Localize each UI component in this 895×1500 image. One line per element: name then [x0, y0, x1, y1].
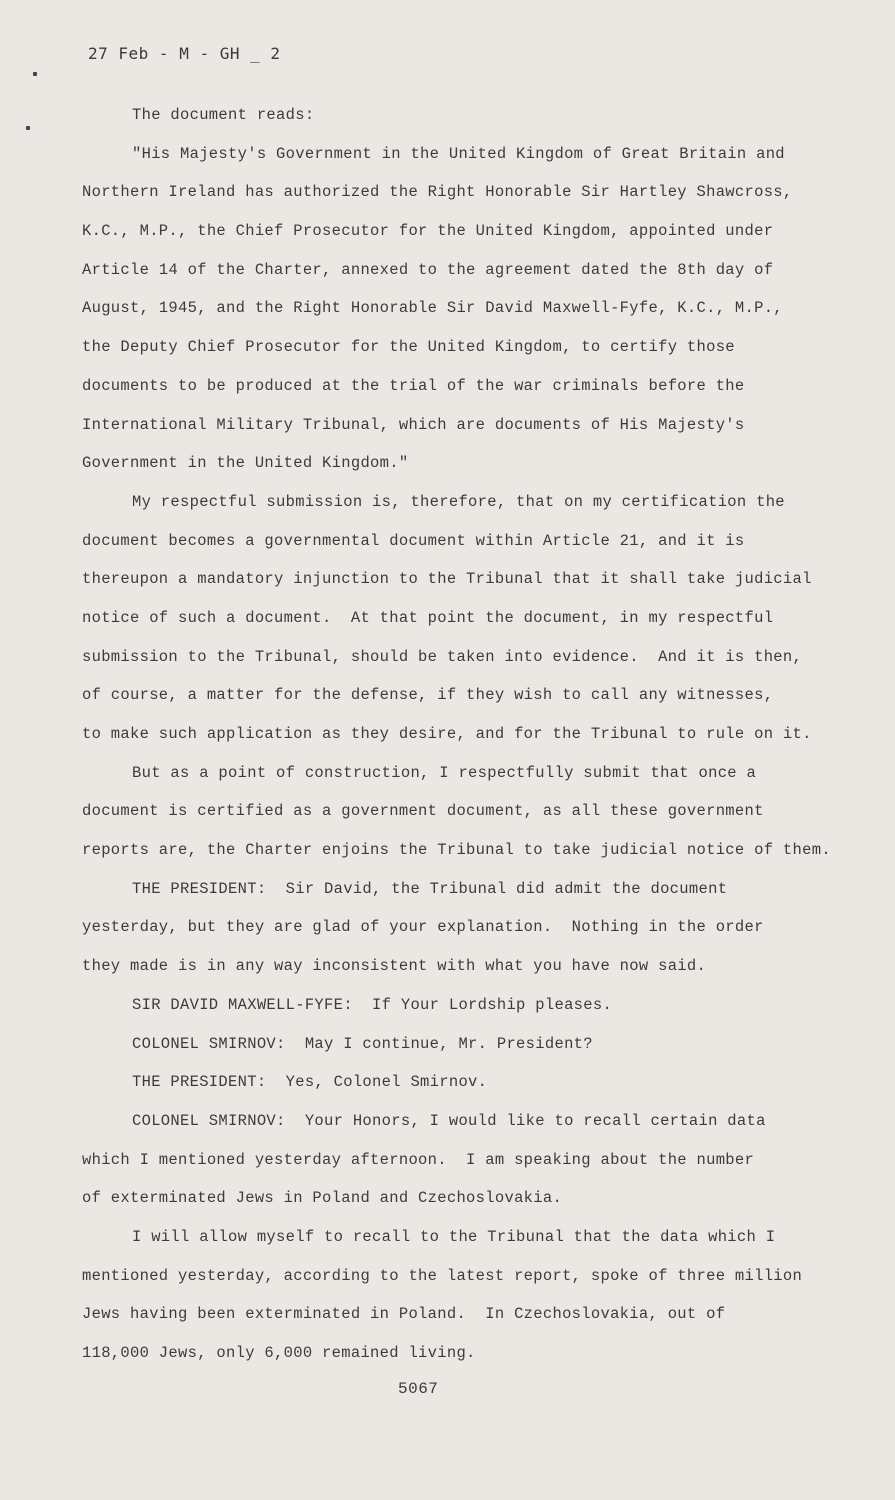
- text-line: But as a point of construction, I respectfully submit that once a: [132, 763, 757, 782]
- text-line: which I mentioned yesterday afternoon. I am speaking about the number: [82, 1150, 755, 1169]
- text-line: My respectful submission is, therefore, that on my certification the: [132, 492, 785, 511]
- transcript-body: [82, 96, 852, 1373]
- text-line: 118,000 Jews, only 6,000 remained living.: [82, 1344, 476, 1362]
- text-line: August, 1945, and the Right Honorable Sir David Maxwell-Fyfe, K.C., M.P.,: [82, 299, 783, 318]
- text-line: Jews having been exterminated in Poland. In Czechoslovakia, out of: [82, 1305, 726, 1324]
- text-line: Government in the United Kingdom.": [82, 454, 409, 473]
- text-line: document becomes a governmental document within Article 21, and it is: [82, 531, 745, 550]
- text-line: document is certified as a government document, as all these government: [82, 802, 764, 821]
- speaker-line: THE PRESIDENT: Yes, Colonel Smirnov.: [132, 1073, 488, 1092]
- speaker-line: THE PRESIDENT: Sir David, the Tribunal did admit the document: [132, 879, 728, 898]
- speaker-line: COLONEL SMIRNOV: May I continue, Mr. President?: [132, 1034, 593, 1053]
- text-line: of exterminated Jews in Poland and Czechoslovakia.: [82, 1189, 563, 1208]
- speaker-line: SIR DAVID MAXWELL-FYFE: If Your Lordship pleases.: [132, 995, 613, 1014]
- text-line: thereupon a mandatory injunction to the Tribunal that it shall take judicial: [82, 570, 812, 589]
- speaker-line: COLONEL SMIRNOV: Your Honors, I would like to recall certain data: [132, 1111, 766, 1130]
- text-line: reports are, the Charter enjoins the Tribunal to take judicial notice of them.: [82, 841, 831, 860]
- text-line: submission to the Tribunal, should be taken into evidence. And it is then,: [82, 647, 803, 666]
- text-line: they made is in any way inconsistent with what you have now said.: [82, 957, 707, 976]
- text-line: International Military Tribunal, which are documents of His Majesty's: [82, 415, 745, 434]
- text-line: Northern Ireland has authorized the Right Honorable Sir Hartley Shawcross,: [82, 183, 793, 202]
- text-line: notice of such a document. At that point the document, in my respectful: [82, 608, 774, 627]
- page-header-reference: 27 Feb - M - GH _ 2: [88, 44, 281, 63]
- text-line: yesterday, but they are glad of your explanation. Nothing in the order: [82, 918, 764, 937]
- text-line: "His Majesty's Government in the United Kingdom of Great Britain and: [132, 144, 785, 163]
- text-line: K.C., M.P., the Chief Prosecutor for the United Kingdom, appointed under: [82, 222, 774, 241]
- text-line: the Deputy Chief Prosecutor for the United Kingdom, to certify those: [82, 338, 735, 357]
- page-number: 5067: [398, 1380, 439, 1398]
- text-line: I will allow myself to recall to the Tribunal that the data which I: [132, 1227, 776, 1246]
- margin-mark: [26, 126, 30, 130]
- text-line: Article 14 of the Charter, annexed to the agreement dated the 8th day of: [82, 260, 774, 279]
- text-line: The document reads:: [132, 106, 315, 124]
- text-line: documents to be produced at the trial of the war criminals before the: [82, 376, 745, 395]
- margin-mark: [33, 72, 37, 76]
- text-line: to make such application as they desire, and for the Tribunal to rule on it.: [82, 725, 812, 743]
- text-line: of course, a matter for the defense, if they wish to call any witnesses,: [82, 686, 774, 705]
- text-line: mentioned yesterday, according to the latest report, spoke of three million: [82, 1266, 803, 1285]
